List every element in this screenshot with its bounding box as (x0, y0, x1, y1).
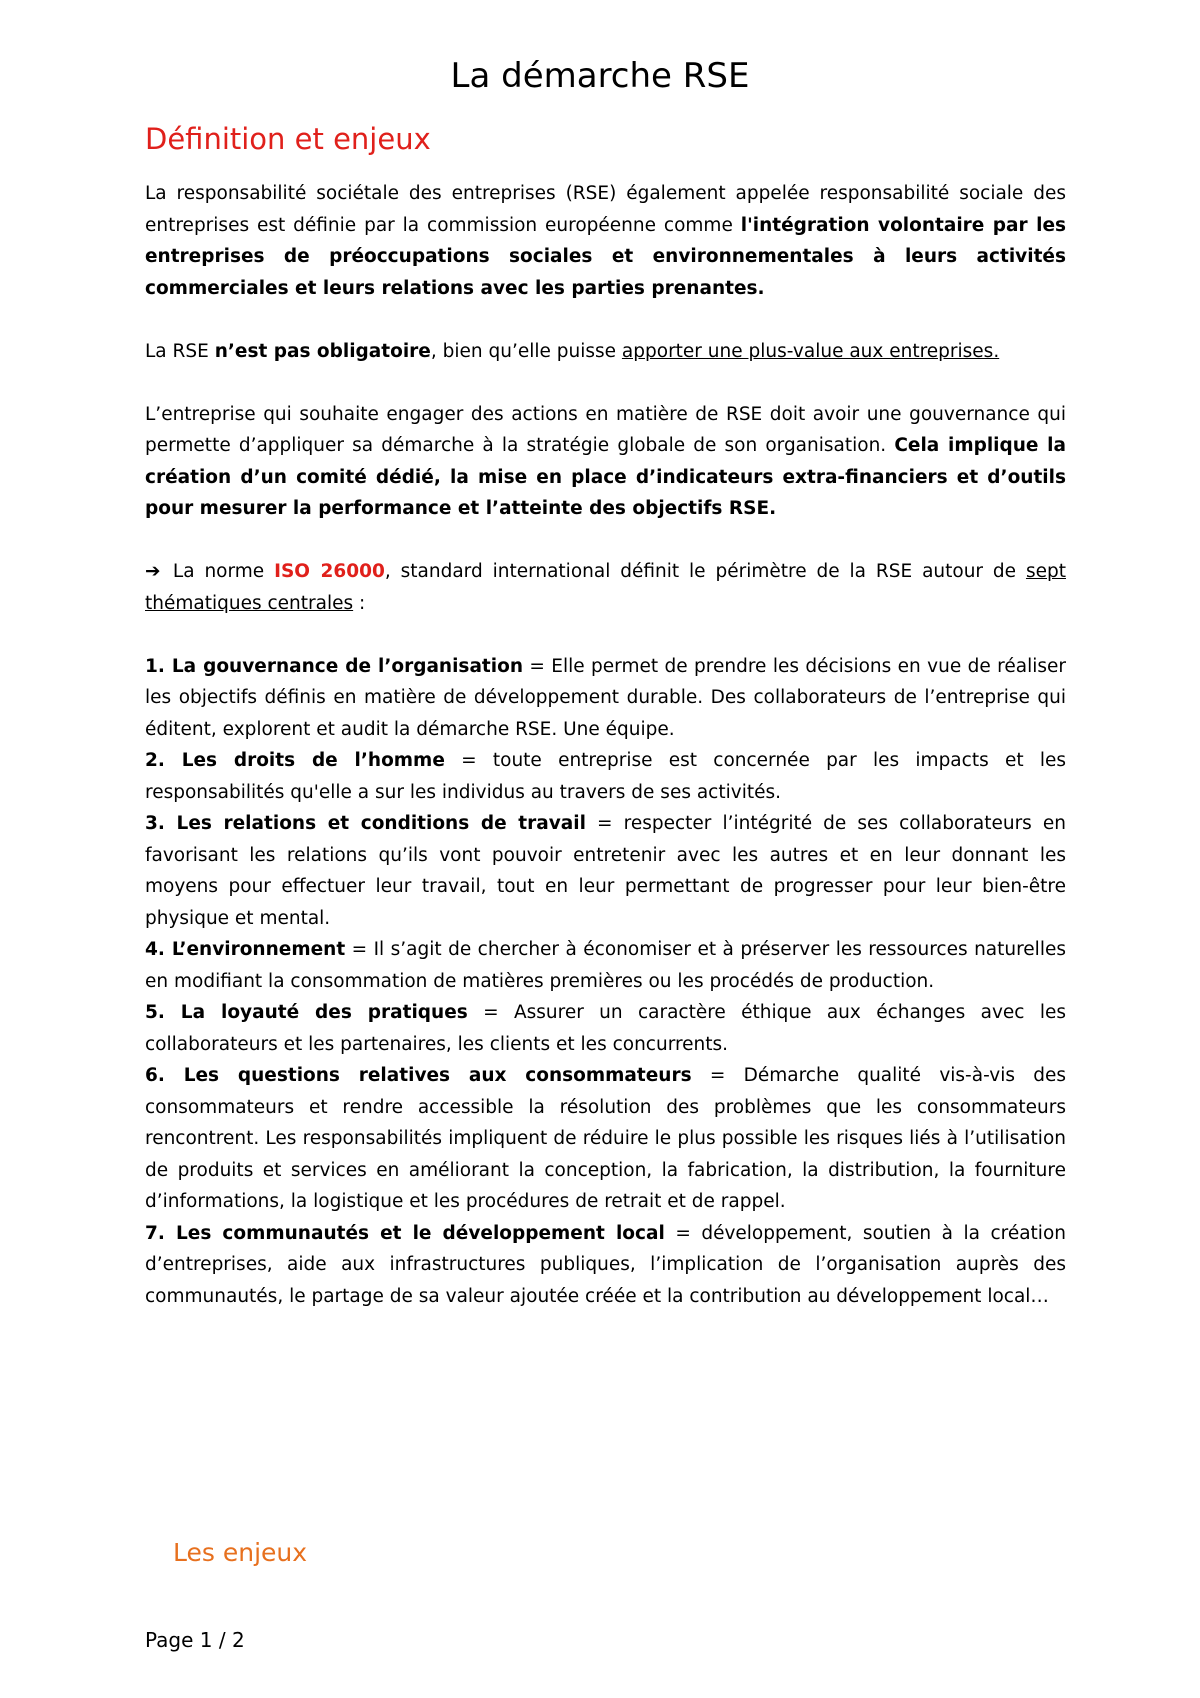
theme-title: 3. Les relations et conditions de travail (145, 813, 586, 834)
definition-text: La responsabilité sociétale des entreprises (RSE) également appelée responsabilité sociale des entreprises est définie par la commission européenne comme (145, 183, 1066, 236)
theme-text: = toute entreprise est concernée par les impacts et les responsabilités qu'elle a sur les individus au travers de ses activités. (145, 750, 1067, 803)
theme-text: = respecter l’intégrité de ses collaborateurs en favorisant les relations qu’ils vont pouvoir entretenir avec les autres et en leur donnant les moyens pour effectuer leur travail, tout en leur permettant de progresser pour leur bien-être physique et mental. (145, 813, 1066, 929)
iso-prefix: La norme (163, 561, 275, 582)
definition-bold-text: l'intégration volontaire par les entreprises de préoccupations sociales et environnementales à leurs activités commerciales et leurs relations avec les parties prenantes. (145, 214, 1067, 299)
governance-text: L’entreprise qui souhaite engager des actions en matière de RSE doit avoir une gouvernance qui permette d’appliquer sa démarche à la stratégie globale de son organisation. (145, 403, 1066, 456)
theme-text: = Démarche qualité vis-à-vis des consommateurs et rendre accessible la résolution des problèmes que les consommateurs rencontrent. Les responsabilités impliquent de réduire le plus possible les risques liés à l’utilisation de produits et services en améliorant la conception, la fabrication, la distribution, la fourniture d’informations, la logistique et les procédures de retrait et de rappel. (145, 1065, 1066, 1212)
not-mandatory-paragraph (145, 336, 1066, 368)
theme-title: 7. Les communautés et le développement local (145, 1222, 665, 1244)
arrow-icon: ➔ (145, 561, 161, 582)
theme-item (145, 651, 1066, 746)
not-mandatory-prefix: La RSE (145, 340, 215, 362)
theme-item (145, 997, 1066, 1060)
page-number: Page 1 / 2 (145, 1628, 245, 1652)
subsection-heading: Les enjeux (173, 1538, 308, 1567)
definition-paragraph (145, 178, 1066, 304)
theme-item (145, 1060, 1066, 1218)
theme-title: 2. Les droits de l’homme (145, 750, 445, 771)
not-mandatory-middle: , bien qu’elle puisse (430, 340, 622, 362)
theme-item (145, 745, 1066, 808)
iso-middle: , standard international définit le périmètre de la RSE autour de (384, 561, 1026, 582)
theme-title: 4. L’environnement (145, 939, 346, 960)
iso-paragraph (145, 556, 1066, 619)
themes-list (145, 651, 1066, 1313)
not-mandatory-bold: n’est pas obligatoire (214, 340, 431, 362)
theme-item (145, 934, 1066, 997)
not-mandatory-underlined: apporter une plus-value aux entreprises. (621, 340, 1000, 362)
section-heading: Définition et enjeux (145, 122, 431, 156)
theme-title: 5. La loyauté des pratiques (145, 1002, 468, 1023)
iso-standard-name: ISO 26000 (274, 561, 385, 582)
document-title: La démarche RSE (450, 56, 750, 96)
governance-bold-text: Cela implique la création d’un comité dédié, la mise en place d’indicateurs extra-financiers et d’outils pour mesurer la performance et l’atteinte des objectifs RSE. (145, 435, 1066, 519)
iso-underlined: sept thématiques centrales (145, 561, 1066, 614)
document-body (145, 178, 1066, 1312)
theme-item (145, 808, 1066, 934)
theme-text: = Il s’agit de chercher à économiser et à préserver les ressources naturelles en modifiant la consommation de matières premières ou les procédés de production. (145, 939, 1066, 992)
theme-text: = développement, soutien à la création d’entreprises, aide aux infrastructures publiques, l’implication de l’organisation auprès des communautés, le partage de sa valeur ajoutée créée et la contribution au développement local… (145, 1222, 1066, 1307)
theme-item (145, 1218, 1066, 1313)
iso-suffix: : (353, 592, 366, 614)
theme-text: = Assurer un caractère éthique aux échanges avec les collaborateurs et les partenaires, les clients et les concurrents. (145, 1002, 1066, 1055)
governance-paragraph (145, 399, 1066, 525)
theme-title: 6. Les questions relatives aux consommateurs (145, 1065, 692, 1086)
theme-text: = Elle permet de prendre les décisions en vue de réaliser les objectifs définis en matière de développement durable. Des collaborateurs de l’entreprise qui éditent, explorent et audit la démarche RSE. Une équipe. (145, 655, 1066, 740)
theme-title: 1. La gouvernance de l’organisation (145, 655, 523, 677)
